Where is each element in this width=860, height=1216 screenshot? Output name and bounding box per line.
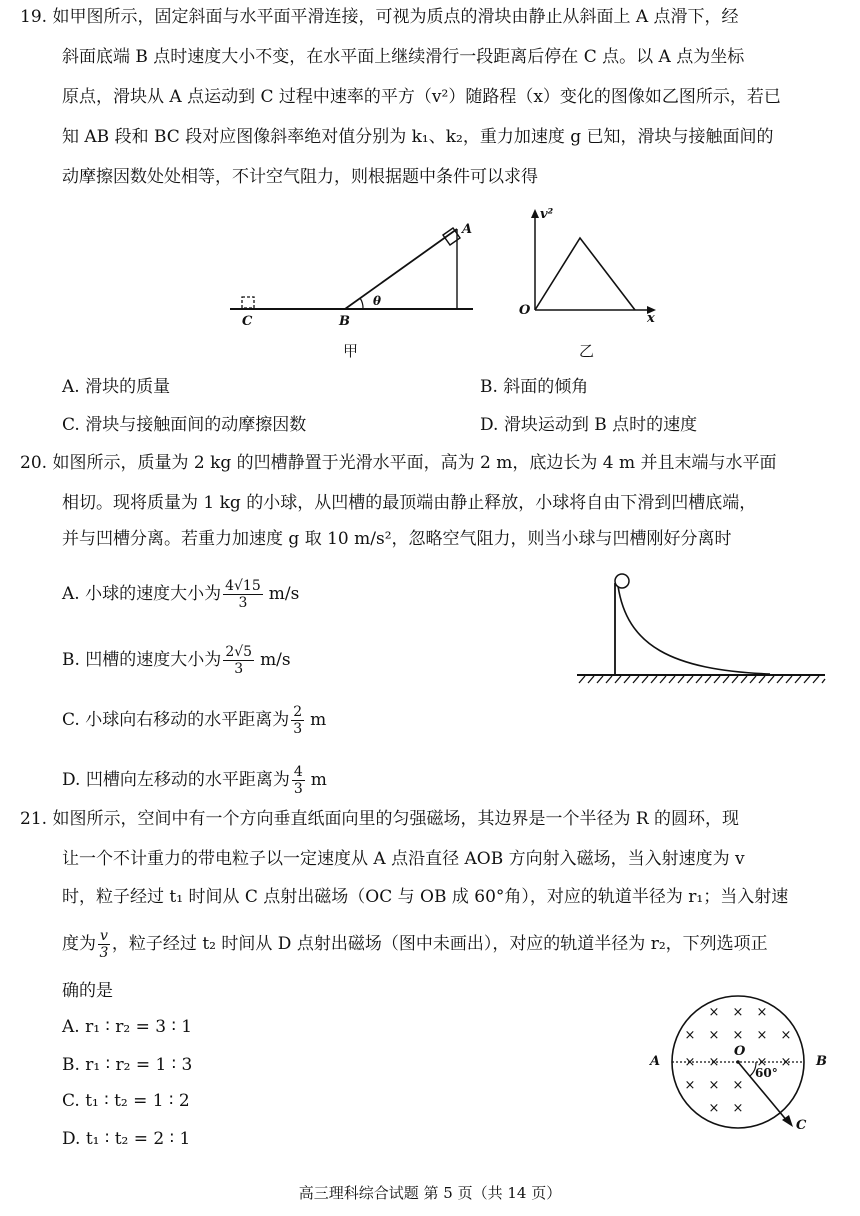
caption-yi: 乙 [579,342,595,360]
field-cross-mark: × [684,1028,696,1043]
incline-label-theta: θ [373,294,382,308]
field-cross-mark: × [732,1101,744,1116]
field-cross-mark: × [708,1078,720,1093]
incline-figure [225,215,485,325]
q19-line-1: 19. 如甲图所示，固定斜面与水平面平滑连接，可视为质点的滑块由静止从斜面上 A 点滑下，经 [20,7,739,27]
field-cross-mark: × [732,1078,744,1093]
q20-option-c: C. 小球向右移动的水平距离为 $\frac{2}{3}$ m [62,704,327,737]
field-cross-mark: × [684,1055,696,1070]
q20-line-1: 20. 如图所示，质量为 2 kg 的凹槽静置于光滑水平面，高为 2 m，底边长为 4 m 并且末端与水平面 [20,453,777,473]
field-cross-mark: × [684,1078,696,1093]
q21-line-2: 让一个不计重力的带电粒子以一定速度从 A 点沿直径 AOB 方向射入磁场，当入射速度为 v [62,849,745,869]
graph-label-x: x [647,311,655,326]
q21-option-c: C. t₁ ∶ t₂ = 1 ∶ 2 [62,1091,190,1111]
q20-line-3: 并与凹槽分离。若重力加速度 g 取 10 m/s²，忽略空气阻力，则当小球与凹槽刚好分离时 [62,529,732,549]
q19-option-a: A. 滑块的质量 [62,377,171,397]
q21-line-5: 确的是 [62,981,113,1001]
field-label-b: B [816,1054,827,1069]
q19-option-d: D. 滑块运动到 B 点时的速度 [480,415,698,435]
q20-option-d: D. 凹槽向左移动的水平距离为 $\frac{4}{3}$ m [62,764,327,797]
groove-figure [575,570,835,690]
field-label-c: C [796,1118,807,1133]
q19-line-4: 知 AB 段和 BC 段对应图像斜率绝对值分别为 k₁、k₂，重力加速度 g 已知，滑块与接触面间的 [62,127,774,147]
field-label-a: A [650,1054,661,1069]
q21-option-b: B. r₁ ∶ r₂ = 1 ∶ 3 [62,1055,193,1075]
field-cross-mark: × [732,1005,744,1020]
graph-label-origin: O [519,303,531,318]
field-cross-mark: × [780,1055,792,1070]
q19-line-2: 斜面底端 B 点时速度大小不变，在水平面上继续滑行一段距离后停在 C 点。以 A 点为坐标 [62,47,745,67]
field-cross-mark: × [756,1005,768,1020]
page-footer: 高三理科综合试题 第 5 页（共 14 页） [298,1184,562,1202]
q21-line-1: 21. 如图所示，空间中有一个方向垂直纸面向里的匀强磁场，其边界是一个半径为 R 的圆环，现 [20,809,740,829]
field-cross-mark: × [708,1101,720,1116]
magnetic-field-figure [660,996,820,1136]
field-label-o: O [734,1044,746,1059]
field-cross-mark: × [708,1028,720,1043]
incline-label-c: C [242,314,253,329]
q20-option-a: A. 小球的速度大小为 $\frac{4√15}{3}$ m/s [62,578,300,611]
field-cross-mark: × [708,1055,720,1070]
q20-option-b: B. 凹槽的速度大小为 $\frac{2√5}{3}$ m/s [62,644,291,677]
incline-label-b: B [339,314,350,329]
q21-option-a: A. r₁ ∶ r₂ = 3 ∶ 1 [62,1017,193,1037]
q21-line-4: 度为 $\frac{v}{3}$ ，粒子经过 t₂ 时间从 D 点射出磁场（图中未画出），对应的轨道半径为 r₂，下列选项正 [62,928,768,961]
field-cross-mark: × [732,1028,744,1043]
caption-jia: 甲 [343,342,359,360]
q20-line-2: 相切。现将质量为 1 kg 的小球，从凹槽的最顶端由静止释放，小球将自由下滑到凹槽底端， [62,493,757,513]
incline-label-a: A [462,222,473,237]
q19-line-5: 动摩擦因数处处相等，不计空气阻力，则根据题中条件可以求得 [62,167,538,187]
q19-option-b: B. 斜面的倾角 [480,377,589,397]
q19-line-3: 原点，滑块从 A 点运动到 C 过程中速率的平方（v²）随路程（x）变化的图像如乙图所示，若已 [62,87,781,107]
v2-x-graph [525,208,665,320]
q21-line-3: 时，粒子经过 t₁ 时间从 C 点射出磁场（OC 与 OB 成 60°角），对应的轨道半径为 r₁；当入射速 [62,887,789,907]
q19-option-c: C. 滑块与接触面间的动摩擦因数 [62,415,307,435]
field-cross-mark: × [756,1055,768,1070]
q21-option-d: D. t₁ ∶ t₂ = 2 ∶ 1 [62,1129,191,1149]
field-cross-mark: × [780,1028,792,1043]
graph-label-v2: v² [540,207,554,222]
field-cross-mark: × [756,1028,768,1043]
field-label-angle: 60° [755,1066,778,1080]
field-cross-mark: × [708,1005,720,1020]
